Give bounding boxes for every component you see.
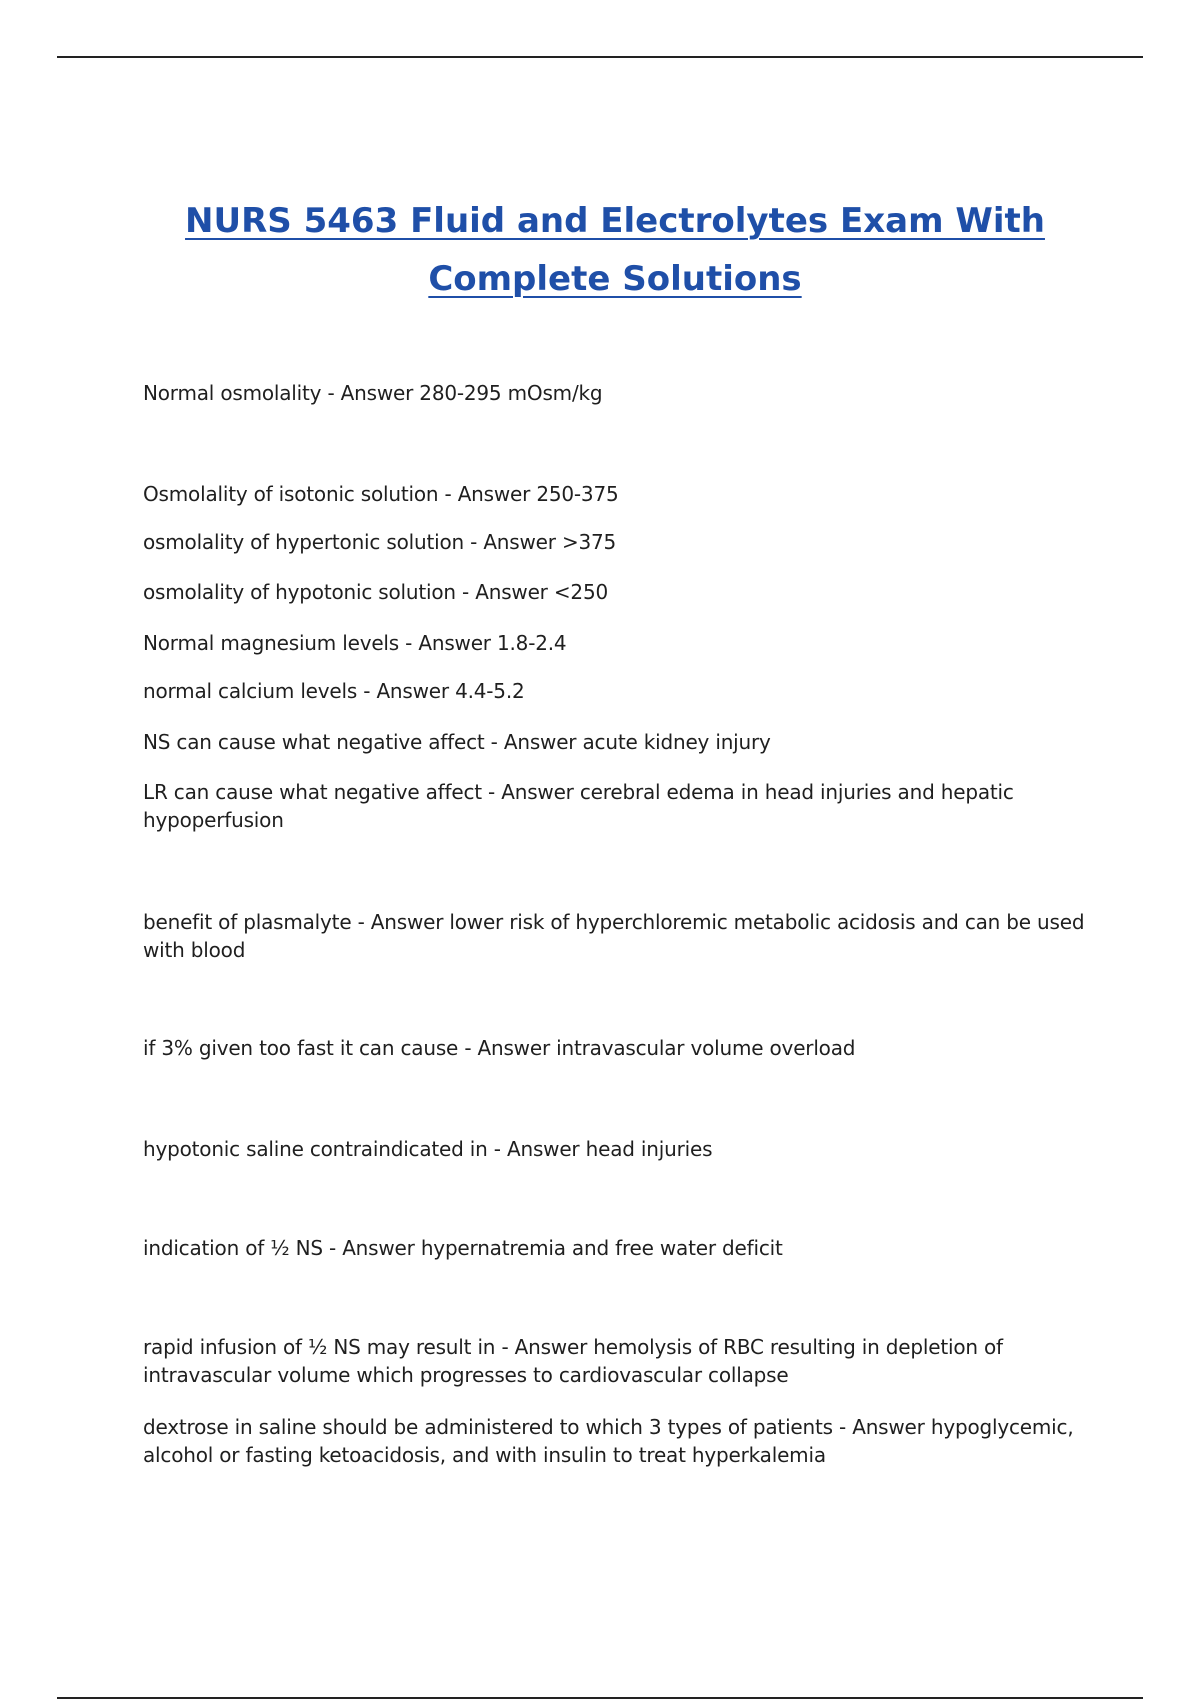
answer-label: Answer [342, 1236, 415, 1260]
answer-label: Answer [418, 631, 491, 655]
answer-label: Answer [852, 1415, 925, 1439]
qa-item: osmolality of hypertonic solution - Answer >375 [143, 530, 617, 554]
answer-label: Answer [475, 580, 548, 604]
question-text: osmolality of hypotonic solution [143, 580, 456, 604]
question-text: LR can cause what negative affect [143, 780, 482, 804]
answer-text: <250 [553, 580, 609, 604]
question-text: hypotonic saline contraindicated in [143, 1137, 488, 1161]
question-text: osmolality of hypertonic solution [143, 530, 464, 554]
answer-text: >375 [561, 530, 617, 554]
answer-label: Answer [503, 730, 577, 754]
answer-label: Answer [370, 910, 444, 934]
question-text: normal calcium levels [143, 679, 358, 703]
top-rule [57, 56, 1143, 58]
bottom-rule [57, 1697, 1143, 1699]
qa-item: if 3% given too fast it can cause - Answer intravascular volume overload [143, 1036, 856, 1060]
answer-label: Answer [514, 1335, 588, 1359]
question-text: dextrose in saline should be administered to which 3 types of patients [143, 1415, 833, 1439]
qa-item: benefit of plasmalyte - Answer lower risk of hyperchloremic metabolic acidosis and can be used with blood [143, 910, 1085, 962]
answer-text: hemolysis of RBC resulting in depletion of intravascular volume which progresses to cardiovascular collapse [143, 1335, 1003, 1387]
answer-text: 4.4-5.2 [455, 679, 525, 703]
qa-item: indication of ½ NS - Answer hypernatremia and free water deficit [143, 1236, 783, 1260]
qa-item: NS can cause what negative affect - Answer acute kidney injury [143, 730, 771, 754]
qa-item: Normal osmolality - Answer 280-295 mOsm/kg [143, 381, 603, 405]
answer-text: lower risk of hyperchloremic metabolic acidosis and can be used with blood [143, 910, 1085, 962]
qa-item: dextrose in saline should be administered to which 3 types of patients - Answer hypoglycemic, alcohol or fasting ketoacidosis, and with insulin to treat hyperkalemia [143, 1415, 1074, 1467]
question-text: Normal magnesium levels [143, 631, 400, 655]
answer-label: Answer [457, 482, 531, 506]
answer-text: 1.8-2.4 [497, 631, 567, 655]
answer-text: cerebral edema in head injuries and hepatic hypoperfusion [143, 780, 1014, 832]
answer-text: intravascular volume overload [556, 1036, 856, 1060]
question-text: benefit of plasmalyte [143, 910, 352, 934]
question-text: rapid infusion of ½ NS may result in [143, 1335, 496, 1359]
answer-label: Answer [483, 530, 556, 554]
question-text: Normal osmolality [143, 381, 322, 405]
answer-label: Answer [501, 780, 574, 804]
answer-text: head injuries [585, 1137, 713, 1161]
answer-text: 280-295 mOsm/kg [419, 381, 603, 405]
qa-item: Normal magnesium levels - Answer 1.8-2.4 [143, 631, 567, 655]
answer-label: Answer [376, 679, 449, 703]
qa-item: normal calcium levels - Answer 4.4-5.2 [143, 679, 525, 703]
qa-item: Osmolality of isotonic solution - Answer 250-375 [143, 482, 619, 506]
answer-text: 250-375 [536, 482, 619, 506]
page-title [110, 192, 1120, 308]
answer-label: Answer [506, 1137, 580, 1161]
answer-label: Answer [477, 1036, 550, 1060]
title-line-2: Complete Solutions [428, 259, 802, 299]
answer-text: hypoglycemic, alcohol or fasting ketoacidosis, and with insulin to treat hyperkalemia [143, 1415, 1074, 1467]
question-text: NS can cause what negative affect [143, 730, 485, 754]
qa-item: LR can cause what negative affect - Answer cerebral edema in head injuries and hepatic hypoperfusion [143, 780, 1014, 832]
answer-text: hypernatremia and free water deficit [420, 1236, 783, 1260]
qa-item: rapid infusion of ½ NS may result in - Answer hemolysis of RBC resulting in depletion of intravascular volume which progresses to cardiovascular collapse [143, 1335, 1003, 1387]
question-text: Osmolality of isotonic solution [143, 482, 439, 506]
qa-item: hypotonic saline contraindicated in - Answer head injuries [143, 1137, 713, 1161]
qa-item: osmolality of hypotonic solution - Answer <250 [143, 580, 609, 604]
question-text: if 3% given too fast it can cause [143, 1036, 459, 1060]
answer-text: acute kidney injury [582, 730, 771, 754]
answer-label: Answer [340, 381, 414, 405]
title-line-1: NURS 5463 Fluid and Electrolytes Exam With [185, 201, 1045, 241]
question-text: indication of ½ NS [143, 1236, 323, 1260]
